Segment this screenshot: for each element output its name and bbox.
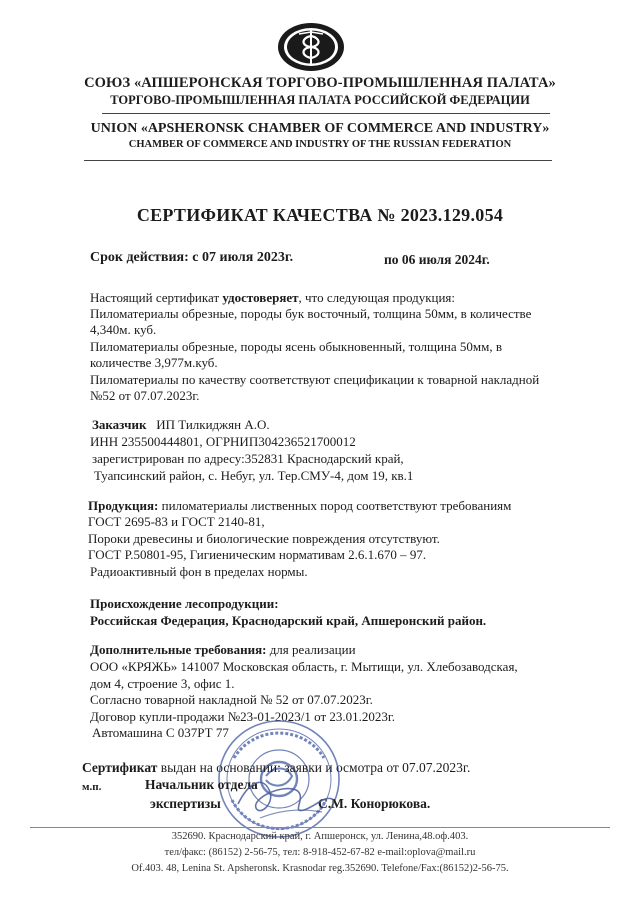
additional-line-6: Автомашина С 037РТ 77	[92, 725, 229, 740]
customer-name: ИП Тилкиджян А.О.	[156, 417, 270, 432]
header-federation-en: CHAMBER OF COMMERCE AND INDUSTRY OF THE RUSSIAN FEDERATION	[128, 139, 512, 150]
additional-line-4: Согласно товарной накладной № 52 от 07.07.2023г.	[90, 692, 373, 707]
intro-text-end: , что следующая продукция:	[298, 290, 456, 305]
seal-place-mark: м.п.	[82, 781, 102, 793]
header-union-name-en: UNION «APSHERONSK CHAMBER OF COMMERCE AND INDUSTRY»	[90, 121, 550, 136]
additional-line-2: ООО «КРЯЖЬ» 141007 Московская область, г. Мытищи, ул. Хлебозаводская,	[90, 659, 518, 674]
header-union-name-ru: СОЮЗ «АПШЕРОНСКАЯ ТОРГОВО-ПРОМЫШЛЕННАЯ ПАЛАТА»	[84, 75, 556, 91]
intro-line-7: №52 от 07.07.2023г.	[90, 388, 200, 403]
origin-value: Российская Федерация, Краснодарский край, Апшеронский район.	[90, 613, 487, 628]
header-federation-ru: ТОРГОВО-ПРОМЫШЛЕННАЯ ПАЛАТА РОССИЙСКОЙ ФЕДЕРАЦИИ	[110, 93, 530, 107]
issued-text: выдан на основании: заявки и осмотра от 07.07.2023г.	[157, 760, 471, 775]
intro-text: Настоящий сертификат	[90, 290, 223, 305]
origin-label: Происхождение лесопродукции:	[90, 596, 279, 611]
footer-divider	[30, 827, 610, 828]
product-line-4: ГОСТ Р.50801-95, Гигиеническим нормативам 2.6.1.670 – 97.	[88, 547, 427, 562]
customer-label: Заказчик	[92, 417, 147, 432]
product-line-1	[88, 498, 511, 514]
certificate-title: СЕРТИФИКАТ КАЧЕСТВА № 2023.129.054	[136, 205, 504, 225]
signer-position-1: Начальник отдела	[145, 777, 258, 792]
intro-line-5: количестве 3,977м.куб.	[90, 355, 218, 370]
intro-line-6: Пиломатериалы по качеству соответствуют спецификации к товарной накладной	[90, 372, 540, 387]
handwritten-signature	[230, 770, 340, 830]
additional-line-1	[90, 642, 356, 658]
validity-to: по 06 июля 2024г.	[384, 252, 490, 267]
additional-text: для реализации	[266, 642, 356, 657]
issued-label: Сертификат	[82, 760, 158, 775]
customer-ids: ИНН 235500444801, ОГРНИП304236521700012	[90, 434, 356, 449]
footer-address-en: Of.403. 48, Lenina St. Apsheronsk. Krasnodar reg.352690. Telefone/Fax:(86152)2-56-75.	[131, 863, 509, 874]
product-label: Продукция:	[88, 498, 159, 513]
chamber-emblem-logo	[277, 22, 345, 72]
footer-contacts: тел/факс: (86152) 2-56-75, тел: 8-918-452-67-82 e-mail:oplova@mail.ru	[164, 847, 476, 858]
footer-address-ru: 352690. Краснодарский край, г. Апшеронск, ул. Ленина,48.оф.403.	[171, 831, 469, 842]
intro-line-2: Пиломатериалы обрезные, породы бук восточный, толщина 50мм, в количестве	[90, 306, 532, 321]
intro-certifies: удостоверяет	[222, 290, 299, 305]
additional-line-5: Договор купли-продажи №23-01-2023/1 от 23.01.2023г.	[90, 709, 395, 724]
product-line-2: ГОСТ 2695-83 и ГОСТ 2140-81,	[88, 514, 265, 529]
signer-name: С.М. Конорюкова.	[318, 796, 431, 811]
intro-line-1	[90, 290, 455, 306]
customer-address-1: зарегистрирован по адресу:352831 Краснодарский край,	[92, 451, 404, 466]
validity-label: Срок действия	[90, 250, 185, 265]
additional-line-3: дом 4, строение 3, офис 1.	[90, 676, 235, 691]
product-line-5: Радиоактивный фон в пределах нормы.	[90, 564, 308, 579]
customer-address-2: Туапсинский район, с. Небуг, ул. Тер.СМУ-4, дом 19, кв.1	[94, 468, 414, 483]
additional-label: Дополнительные требования:	[90, 642, 267, 657]
product-line-3: Пороки древесины и биологические повреждения отсутствуют.	[88, 531, 440, 546]
signer-position-2: экспертизы	[150, 796, 221, 811]
validity-from-date: : с 07 июля 2023г.	[184, 250, 294, 265]
customer-line-1	[92, 417, 270, 433]
intro-line-3: 4,340м. куб.	[90, 322, 157, 337]
validity-from	[90, 250, 293, 266]
header-divider-bottom	[84, 160, 552, 161]
intro-line-4: Пиломатериалы обрезные, породы ясень обыкновенный, толщина 50мм, в	[90, 339, 502, 354]
product-text: пиломатериалы лиственных пород соответствуют требованиям	[158, 498, 512, 513]
header-divider	[102, 113, 550, 114]
